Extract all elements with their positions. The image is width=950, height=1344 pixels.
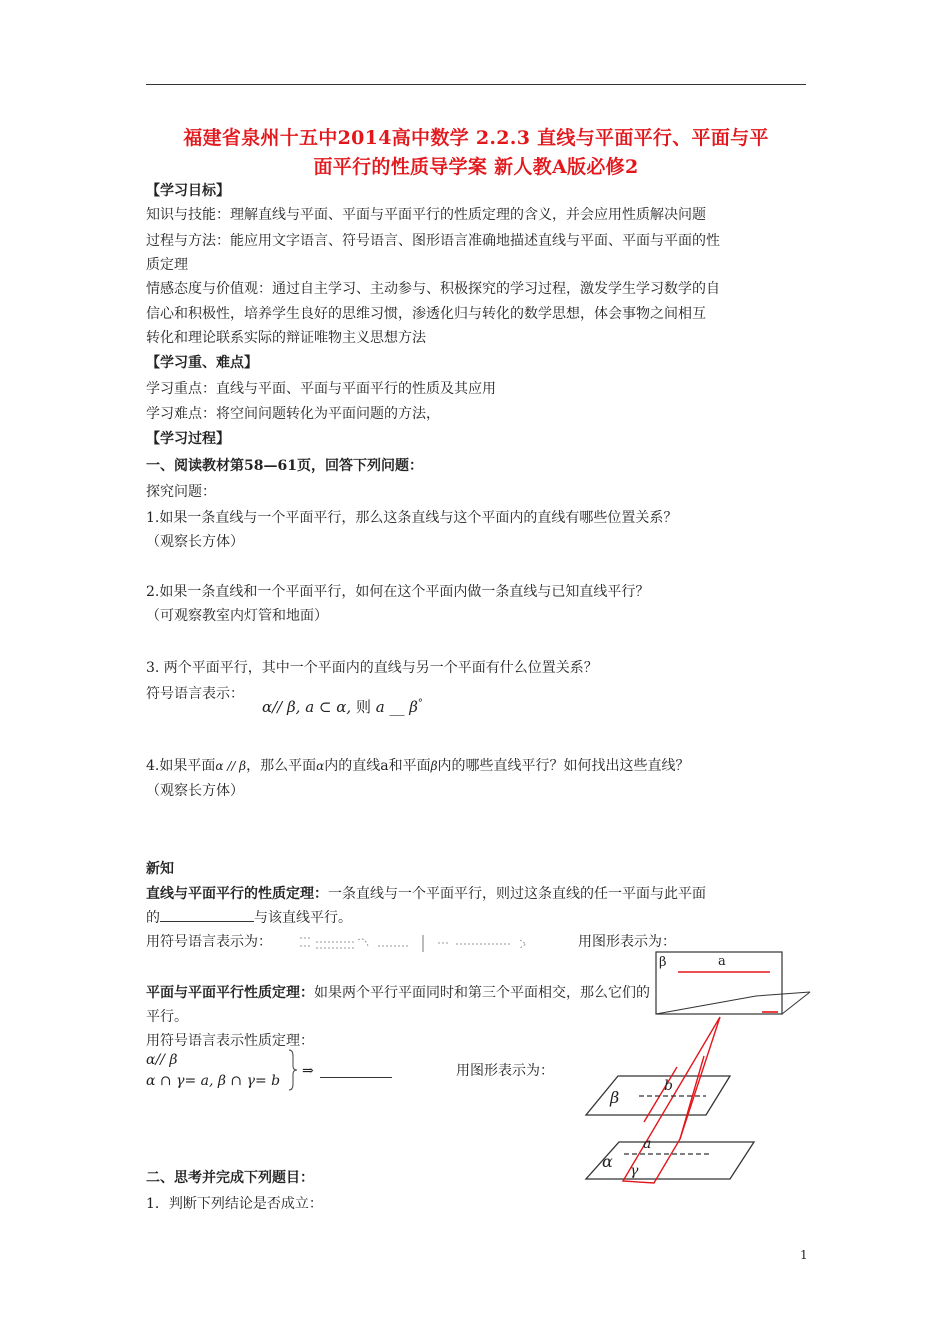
section1-heading: 一、阅读教材第58—61页，回答下列问题： [146,458,423,474]
question-1-hint: （观察长方体） [146,534,244,550]
theorem1-symbol-faded [298,932,538,954]
document-title-line2: 面平行的性质导学案 新人教A版必修2 [313,156,639,178]
keypoints-focus: 学习重点：直线与平面、平面与平面平行的性质及其应用 [146,381,496,397]
plane-edge-3 [782,992,810,1014]
theorem2-statement-cont: 平行。 [146,1009,188,1025]
section2-item-1: 1．判断下列结论是否成立： [146,1196,323,1212]
section2-heading: 二、思考并完成下列题目： [146,1170,314,1186]
figure-line-plane-parallel [650,948,820,1020]
header-rule [146,84,806,85]
theorem1-figure-label: 用图形表示为： [578,934,676,950]
goals-attitude: 情感态度与价值观：通过自主学习、主动参与、积极探究的学习过程，激发学生学习数学的自 [146,281,720,297]
condition-brace [286,1048,300,1092]
plane-edge-1 [656,996,756,1014]
label-beta: β [610,1088,620,1107]
theorem2-figure-label: 用图形表示为： [456,1063,554,1079]
theorem2-symbol-label: 用符号语言表示性质定理： [146,1033,314,1049]
theorem1-answer-blank[interactable] [160,921,254,922]
question-1: 1.如果一条直线与一个平面平行，那么这条直线与这个平面内的直线有哪些位置关系？ [146,510,678,526]
theorem2-condition-2: α ∩ γ= a, β ∩ γ= b [146,1073,281,1089]
process-header: 【学习过程】 [146,431,230,447]
goals-attitude-cont1: 信心和积极性，培养学生良好的思维习惯，渗透化归与转化的数学思想，体会事物之间相互 [146,306,706,322]
plane-edge-2 [756,992,810,996]
label-alpha: α [602,1152,613,1171]
theorem2-label: 平面与平面平行性质定理： [146,985,314,1001]
question-2: 2.如果一条直线和一个平面平行，如何在这个平面内做一条直线与已知直线平行？ [146,584,650,600]
goals-attitude-cont2: 转化和理论联系实际的辩证唯物主义思想方法 [146,330,426,346]
document-title-line1: 福建省泉州十五中2014高中数学 2.2.3 直线与平面平行、平面与平 [183,127,769,149]
figure-parallel-planes [584,1014,764,1184]
keypoints-header: 【学习重、难点】 [146,355,258,371]
symbol-alpha-parallel-beta: α // β [215,759,247,773]
theorem1-label: 直线与平面平行的性质定理： [146,886,328,902]
theorem2-statement: 平面与平面平行性质定理：如果两个平行平面同时和第三个平面相交，那么它们的 [146,985,650,1001]
theorem1-statement: 直线与平面平行的性质定理：一条直线与一个平面平行，则过这条直线的任一平面与此平面 [146,886,706,902]
keypoints-difficulty: 学习难点：将空间问题转化为平面问题的方法， [146,406,440,422]
theorem2-answer-blank[interactable] [320,1064,392,1078]
goals-process: 过程与方法：能应用文字语言、符号语言、图形语言准确地描述直线与平面、平面与平面的性 [146,233,720,249]
label-a: a [643,1136,652,1152]
theorem2-implies: ⇒ [302,1063,314,1079]
plane-gamma [623,1017,720,1183]
label-beta: β [659,955,667,970]
question-3-symbol-label: 符号语言表示： [146,686,244,702]
new-knowledge-header: 新知 [146,861,174,877]
goals-process-cont: 质定理 [146,257,188,273]
formula-condition: α// β, a ⊂ α, [262,698,352,716]
page-number: 1 [800,1248,808,1262]
label-b: b [664,1078,673,1094]
symbol-beta: β [430,759,438,773]
explore-label: 探究问题： [146,484,216,500]
goals-knowledge: 知识与技能：理解直线与平面、平面与平面平行的性质定理的含义，并会应用性质解决问题 [146,207,706,223]
label-a: a [718,954,726,969]
symbol-alpha: α [316,759,325,773]
formula-then: 则 [355,698,371,716]
question-4-hint: （观察长方体） [146,783,244,799]
goals-header: 【学习目标】 [146,183,230,199]
question-4: 4.如果平面α // β，那么平面α内的直线a和平面β内的哪些直线平行？如何找出这些直线？ [146,758,690,774]
formula-conclusion: a __ β [375,698,418,716]
theorem1-statement-cont: 的 与该直线平行。 [146,910,352,926]
question-3-formula: α// β, a ⊂ α, 则 a __ β° [262,698,423,716]
question-3: 3. 两个平面平行，其中一个平面内的直线与另一个平面有什么位置关系？ [146,660,598,676]
theorem2-condition-1: α// β [146,1052,178,1068]
question-2-hint: （可观察教室内灯管和地面） [146,608,328,624]
label-gamma: γ [630,1163,639,1179]
theorem1-symbol-label: 用符号语言表示为： [146,934,272,950]
